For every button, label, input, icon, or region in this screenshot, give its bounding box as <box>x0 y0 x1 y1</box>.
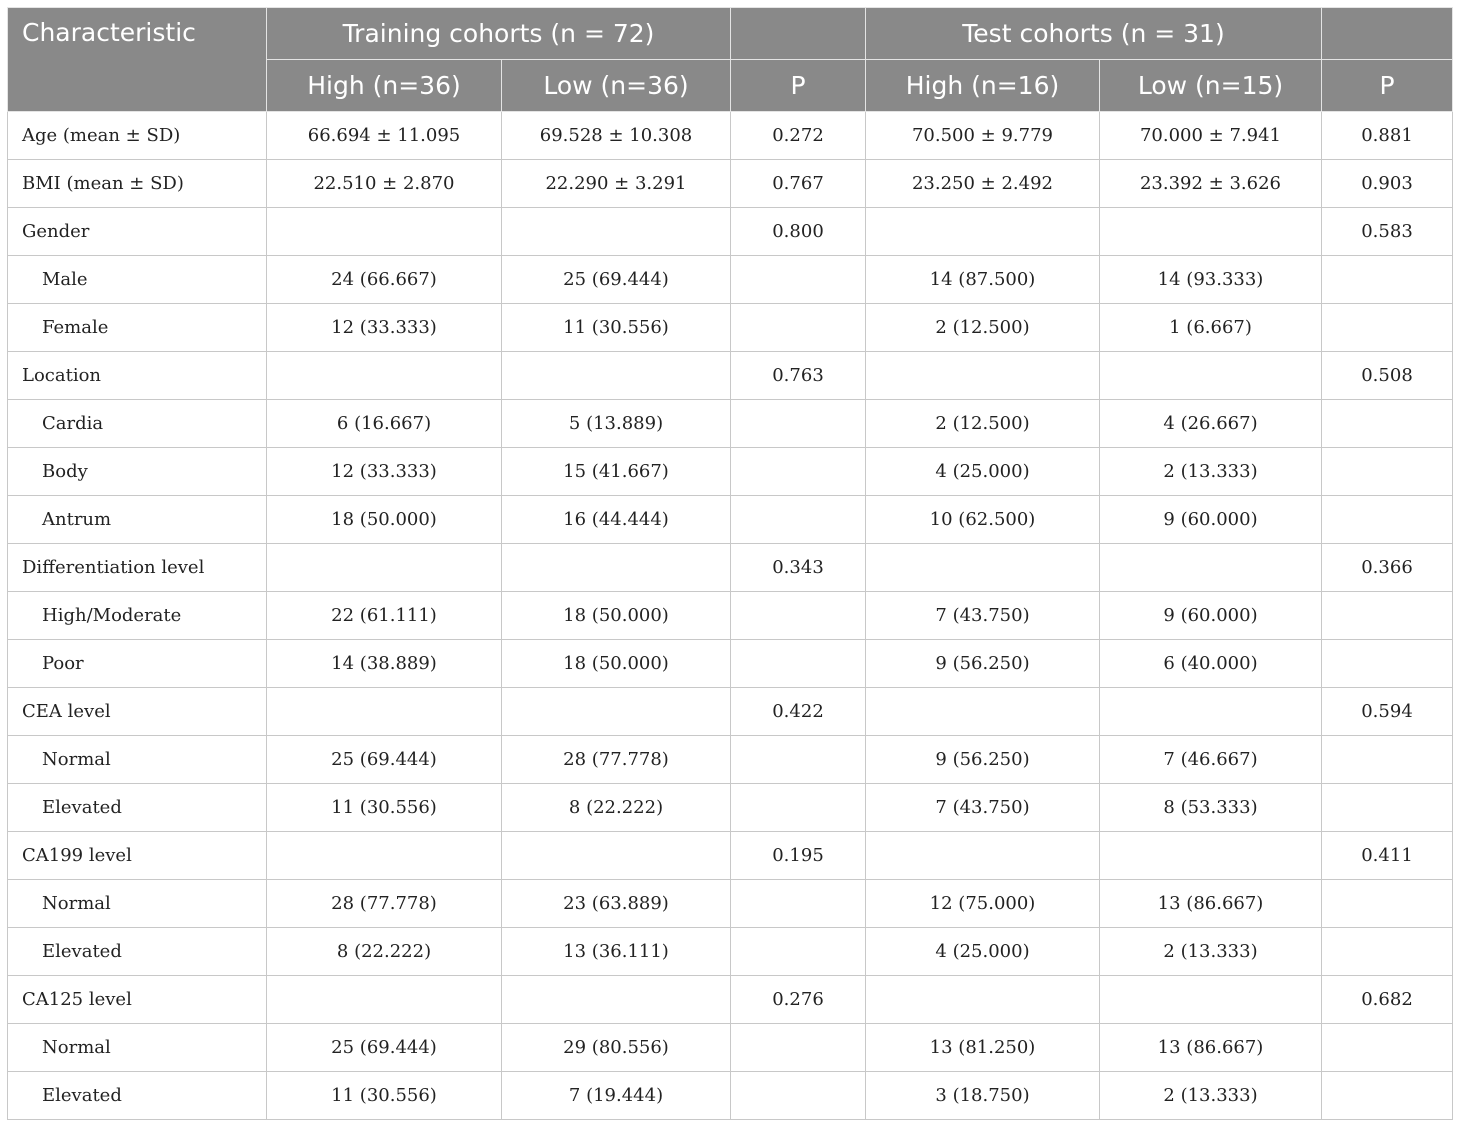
header-characteristic: Characteristic <box>8 8 267 112</box>
table-cell: 0.800 <box>731 208 866 256</box>
table-row <box>8 928 1453 976</box>
row-label: CA125 level <box>8 976 267 1024</box>
table-row <box>8 352 1453 400</box>
table-cell: 70.500 ± 9.779 <box>866 112 1100 160</box>
table-cell <box>1322 928 1453 976</box>
header-test-cohorts: Test cohorts (n = 31) <box>866 8 1322 60</box>
table-cell <box>267 688 502 736</box>
table-cell <box>866 544 1100 592</box>
table-row <box>8 448 1453 496</box>
table-cell: 29 (80.556) <box>502 1024 731 1072</box>
table-cell <box>1322 592 1453 640</box>
table-cell <box>866 352 1100 400</box>
table-cell <box>731 1024 866 1072</box>
table-cell: 8 (22.222) <box>267 928 502 976</box>
table-cell: 0.272 <box>731 112 866 160</box>
table-row <box>8 160 1453 208</box>
table-cell <box>1322 1072 1453 1120</box>
row-label: Elevated <box>8 1072 267 1120</box>
table-cell: 28 (77.778) <box>267 880 502 928</box>
table-cell: 14 (38.889) <box>267 640 502 688</box>
table-row <box>8 688 1453 736</box>
table-cell <box>502 976 731 1024</box>
header-training-p: P <box>731 60 866 112</box>
table-cell: 0.422 <box>731 688 866 736</box>
table-cell <box>1322 784 1453 832</box>
table-cell: 5 (13.889) <box>502 400 731 448</box>
table-cell: 7 (46.667) <box>1100 736 1322 784</box>
table-cell: 0.343 <box>731 544 866 592</box>
row-label: Location <box>8 352 267 400</box>
row-label: Gender <box>8 208 267 256</box>
table-cell <box>731 1072 866 1120</box>
header-training-high: High (n=36) <box>267 60 502 112</box>
table-cell: 0.903 <box>1322 160 1453 208</box>
table-cell: 0.411 <box>1322 832 1453 880</box>
table-cell: 0.767 <box>731 160 866 208</box>
table-cell: 9 (56.250) <box>866 640 1100 688</box>
table-cell: 7 (43.750) <box>866 592 1100 640</box>
table-cell: 23 (63.889) <box>502 880 731 928</box>
row-label: CEA level <box>8 688 267 736</box>
table-cell: 14 (87.500) <box>866 256 1100 304</box>
table-cell <box>731 304 866 352</box>
table-cell <box>731 448 866 496</box>
table-cell <box>1322 304 1453 352</box>
table-cell: 4 (26.667) <box>1100 400 1322 448</box>
table-cell: 69.528 ± 10.308 <box>502 112 731 160</box>
row-label: Antrum <box>8 496 267 544</box>
table-row <box>8 496 1453 544</box>
table-cell <box>731 592 866 640</box>
table-cell: 25 (69.444) <box>267 736 502 784</box>
table-cell: 8 (22.222) <box>502 784 731 832</box>
table-cell: 0.276 <box>731 976 866 1024</box>
table-cell <box>1100 832 1322 880</box>
table-cell: 1 (6.667) <box>1100 304 1322 352</box>
header-test-empty <box>1322 8 1453 60</box>
row-label: Elevated <box>8 928 267 976</box>
table-cell <box>1322 880 1453 928</box>
table-cell: 3 (18.750) <box>866 1072 1100 1120</box>
table-cell: 4 (25.000) <box>866 928 1100 976</box>
table-cell: 16 (44.444) <box>502 496 731 544</box>
table-cell: 13 (36.111) <box>502 928 731 976</box>
table-cell: 13 (86.667) <box>1100 1024 1322 1072</box>
table-cell: 0.366 <box>1322 544 1453 592</box>
row-label: Age (mean ± SD) <box>8 112 267 160</box>
row-label: Normal <box>8 1024 267 1072</box>
table-cell: 22 (61.111) <box>267 592 502 640</box>
table-row <box>8 544 1453 592</box>
table-cell: 25 (69.444) <box>502 256 731 304</box>
row-label: High/Moderate <box>8 592 267 640</box>
table-cell <box>731 736 866 784</box>
row-label: Cardia <box>8 400 267 448</box>
table-cell: 9 (60.000) <box>1100 496 1322 544</box>
table-cell: 28 (77.778) <box>502 736 731 784</box>
table-cell <box>502 208 731 256</box>
table-cell <box>267 544 502 592</box>
table-cell: 18 (50.000) <box>267 496 502 544</box>
table-cell <box>866 688 1100 736</box>
table-cell <box>866 832 1100 880</box>
table-cell: 66.694 ± 11.095 <box>267 112 502 160</box>
table-row <box>8 208 1453 256</box>
table-cell <box>1100 544 1322 592</box>
row-label: Female <box>8 304 267 352</box>
table-cell <box>731 928 866 976</box>
table-cell: 0.682 <box>1322 976 1453 1024</box>
characteristics-table <box>7 7 1453 1120</box>
row-label: Poor <box>8 640 267 688</box>
table-cell <box>731 400 866 448</box>
table-cell: 0.508 <box>1322 352 1453 400</box>
table-cell <box>267 352 502 400</box>
table-row <box>8 1024 1453 1072</box>
table-cell: 6 (40.000) <box>1100 640 1322 688</box>
table-cell: 23.250 ± 2.492 <box>866 160 1100 208</box>
table-cell: 2 (13.333) <box>1100 928 1322 976</box>
table-cell <box>1100 208 1322 256</box>
table-cell: 0.881 <box>1322 112 1453 160</box>
table-cell <box>1100 976 1322 1024</box>
table-body <box>8 112 1453 1120</box>
table-cell: 7 (43.750) <box>866 784 1100 832</box>
table-cell: 6 (16.667) <box>267 400 502 448</box>
row-label: Normal <box>8 880 267 928</box>
table-row <box>8 1072 1453 1120</box>
table-cell: 9 (56.250) <box>866 736 1100 784</box>
table-row <box>8 256 1453 304</box>
table-row <box>8 112 1453 160</box>
table-cell <box>502 544 731 592</box>
table-container <box>7 7 1453 1120</box>
header-test-low: Low (n=15) <box>1100 60 1322 112</box>
table-row <box>8 976 1453 1024</box>
table-cell: 70.000 ± 7.941 <box>1100 112 1322 160</box>
table-cell <box>267 976 502 1024</box>
table-cell <box>1322 1024 1453 1072</box>
row-label: Male <box>8 256 267 304</box>
table-row <box>8 736 1453 784</box>
table-row <box>8 880 1453 928</box>
table-cell <box>267 832 502 880</box>
table-cell <box>502 352 731 400</box>
table-cell <box>267 208 502 256</box>
table-cell: 12 (33.333) <box>267 448 502 496</box>
table-cell: 10 (62.500) <box>866 496 1100 544</box>
table-cell: 0.583 <box>1322 208 1453 256</box>
row-label: Body <box>8 448 267 496</box>
table-cell <box>1322 496 1453 544</box>
table-cell <box>866 976 1100 1024</box>
table-cell: 0.195 <box>731 832 866 880</box>
table-row <box>8 832 1453 880</box>
table-cell: 12 (33.333) <box>267 304 502 352</box>
table-row <box>8 784 1453 832</box>
table-cell: 12 (75.000) <box>866 880 1100 928</box>
table-cell <box>1322 448 1453 496</box>
table-cell: 11 (30.556) <box>267 784 502 832</box>
row-label: CA199 level <box>8 832 267 880</box>
table-cell <box>1322 400 1453 448</box>
table-cell: 13 (81.250) <box>866 1024 1100 1072</box>
table-cell: 9 (60.000) <box>1100 592 1322 640</box>
table-cell <box>866 208 1100 256</box>
header-test-high: High (n=16) <box>866 60 1100 112</box>
table-cell <box>1322 256 1453 304</box>
table-cell: 8 (53.333) <box>1100 784 1322 832</box>
table-cell: 4 (25.000) <box>866 448 1100 496</box>
table-cell: 18 (50.000) <box>502 640 731 688</box>
table-cell: 22.290 ± 3.291 <box>502 160 731 208</box>
table-cell <box>1322 736 1453 784</box>
table-cell <box>731 256 866 304</box>
table-cell <box>1322 640 1453 688</box>
table-cell: 11 (30.556) <box>502 304 731 352</box>
table-cell <box>502 688 731 736</box>
table-cell: 2 (12.500) <box>866 304 1100 352</box>
table-cell: 15 (41.667) <box>502 448 731 496</box>
table-cell <box>731 496 866 544</box>
table-cell: 2 (13.333) <box>1100 448 1322 496</box>
row-label: Differentiation level <box>8 544 267 592</box>
header-training-cohorts: Training cohorts (n = 72) <box>267 8 731 60</box>
table-cell <box>1100 688 1322 736</box>
table-cell <box>731 640 866 688</box>
table-cell: 0.594 <box>1322 688 1453 736</box>
table-row <box>8 592 1453 640</box>
table-cell <box>1100 352 1322 400</box>
table-cell: 14 (93.333) <box>1100 256 1322 304</box>
row-label: BMI (mean ± SD) <box>8 160 267 208</box>
table-cell: 2 (12.500) <box>866 400 1100 448</box>
table-row <box>8 640 1453 688</box>
table-cell: 25 (69.444) <box>267 1024 502 1072</box>
table-cell: 13 (86.667) <box>1100 880 1322 928</box>
table-cell: 2 (13.333) <box>1100 1072 1322 1120</box>
row-label: Normal <box>8 736 267 784</box>
header-training-empty <box>731 8 866 60</box>
header-test-p: P <box>1322 60 1453 112</box>
table-cell: 0.763 <box>731 352 866 400</box>
table-cell <box>502 832 731 880</box>
table-header <box>8 8 1453 112</box>
header-training-low: Low (n=36) <box>502 60 731 112</box>
header-row-1 <box>8 8 1453 60</box>
table-cell: 11 (30.556) <box>267 1072 502 1120</box>
table-cell: 18 (50.000) <box>502 592 731 640</box>
table-cell <box>731 784 866 832</box>
table-cell: 24 (66.667) <box>267 256 502 304</box>
table-row <box>8 400 1453 448</box>
table-cell: 22.510 ± 2.870 <box>267 160 502 208</box>
table-cell: 23.392 ± 3.626 <box>1100 160 1322 208</box>
table-cell <box>731 880 866 928</box>
row-label: Elevated <box>8 784 267 832</box>
table-row <box>8 304 1453 352</box>
table-cell: 7 (19.444) <box>502 1072 731 1120</box>
